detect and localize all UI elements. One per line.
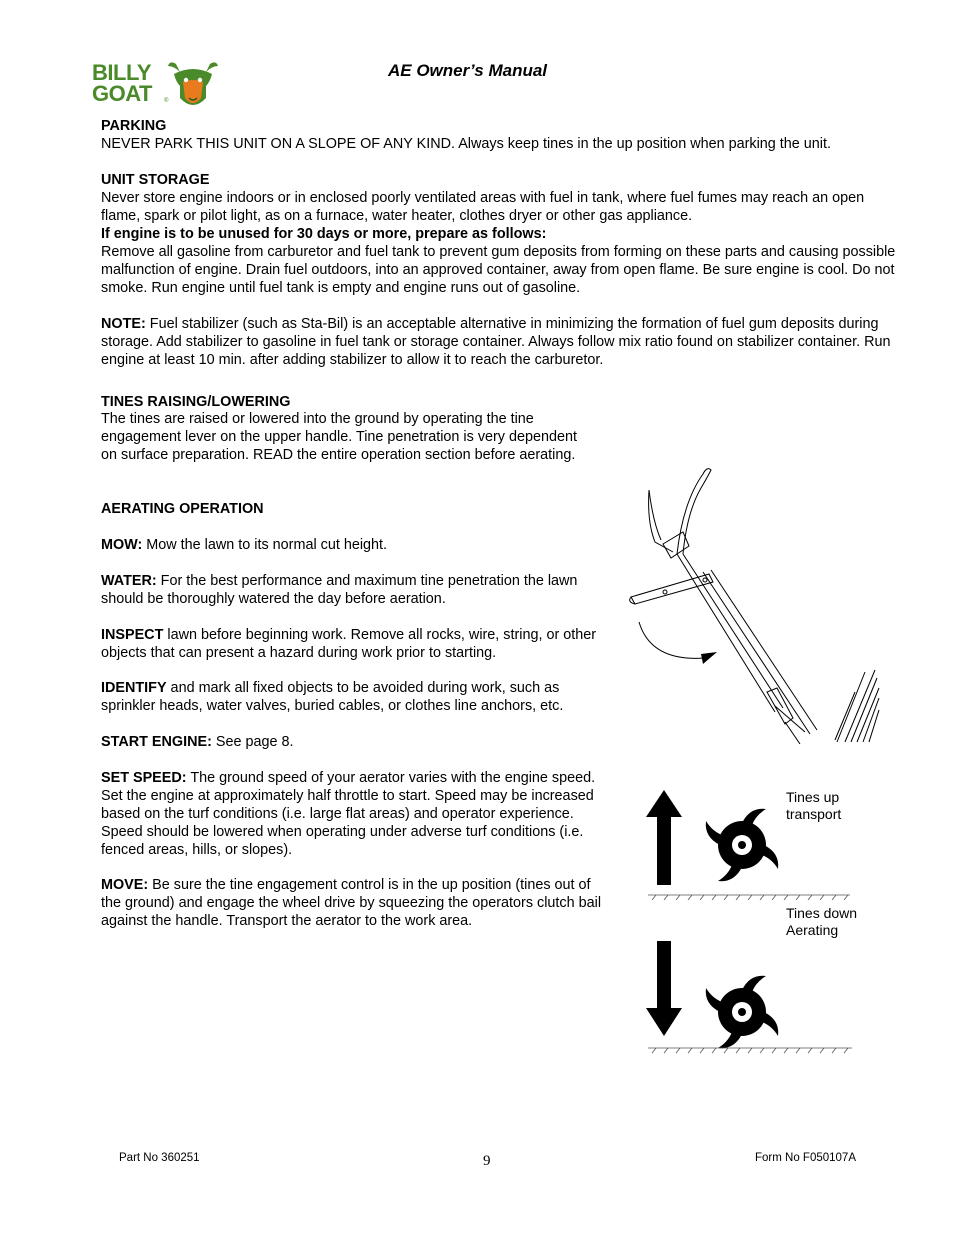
- operation-heading: AERATING OPERATION: [101, 501, 264, 517]
- set-speed-paragraph: [101, 769, 606, 859]
- parking-body: NEVER PARK THIS UNIT ON A SLOPE OF ANY KIND. Always keep tines in the up position when parking the unit.: [101, 136, 831, 152]
- identify-paragraph: [101, 679, 611, 715]
- billy-goat-logo: [92, 58, 220, 112]
- move-label: MOVE:: [101, 877, 149, 893]
- tine-wheel-up-icon: [706, 809, 778, 881]
- move-paragraph: [101, 876, 601, 930]
- tines-down-caption: [786, 905, 857, 939]
- goat-head-icon: [166, 58, 220, 112]
- arrow-up-icon: [646, 790, 682, 885]
- arrow-down-icon: [646, 941, 682, 1036]
- inspect-paragraph: [101, 626, 606, 662]
- parking-heading: PARKING: [101, 118, 167, 134]
- tines-body: The tines are raised or lowered into the ground by operating the tine engagement lever on the upper handle. Tine penetration is very dependent on surface preparation. READ the entire operation section before aerating.: [101, 411, 578, 463]
- start-body: See page 8.: [211, 734, 294, 750]
- water-label: WATER:: [101, 573, 157, 589]
- tines-heading: TINES RAISING/LOWERING: [101, 394, 291, 410]
- storage-body1: Never store engine indoors or in enclosed poorly ventilated areas with fuel in tank, where fuel fumes may reach an open flame, spark or pilot light, as on a furnace, water heater, clothes dryer or other gas appliance.: [101, 190, 865, 224]
- logo-registered: ®: [164, 98, 169, 104]
- page-number: 9: [483, 1153, 491, 1169]
- speed-label: SET SPEED:: [101, 770, 187, 786]
- inspect-label: INSPECT: [101, 627, 164, 643]
- tines-up-line1: Tines up: [786, 789, 840, 805]
- note-label: NOTE:: [101, 316, 146, 332]
- identify-body: and mark all fixed objects to be avoided during work, such as sprinkler heads, water valves, buried cables, or clothes line anchors, etc.: [101, 680, 564, 714]
- start-label: START ENGINE:: [101, 734, 212, 750]
- speed-body: The ground speed of your aerator varies with the engine speed. Set the engine at approximately half throttle to start. Speed may be increased based on the turf conditions (i.e. large flat areas) and operator experience. Speed should be lowered when operating under adverse turf conditions (i.e. fenced areas, hills, or slopes).: [101, 770, 596, 858]
- start-engine-paragraph: [101, 733, 606, 751]
- handle-lever-illustration: [625, 462, 880, 744]
- storage-prepare-line: If engine is to be unused for 30 days or more, prepare as follows:: [101, 226, 547, 242]
- storage-heading: UNIT STORAGE: [101, 172, 210, 188]
- note-body: Fuel stabilizer (such as Sta-Bil) is an acceptable alternative in minimizing the formation of fuel gum deposits during storage. Add stabilizer to gasoline in fuel tank or storage container. Always follow mix ratio found on stabilizer container. Run engine at least 10 min. after adding stabilizer to allow it to reach the carburetor.: [101, 316, 891, 368]
- mow-label: MOW:: [101, 537, 143, 553]
- storage-note: [101, 315, 906, 369]
- mow-body: Mow the lawn to its normal cut height.: [142, 537, 388, 553]
- tines-down-illustration: [640, 936, 860, 1058]
- inspect-body: lawn before beginning work. Remove all rocks, wire, string, or other objects that can present a hazard during work prior to starting.: [101, 627, 597, 661]
- tines-down-line1: Tines down: [786, 905, 858, 921]
- tines-up-caption: [786, 789, 841, 823]
- mow-paragraph: [101, 536, 606, 554]
- storage-body2: Remove all gasoline from carburetor and fuel tank to prevent gum deposits from forming on these parts and causing possible malfunction of engine. Drain fuel outdoors, into an approved container, away from open flame. Be sure engine is cool. Do not smoke. Run engine until fuel tank is empty and engine runs out of gasoline.: [101, 244, 896, 296]
- arc-arrowhead-icon: [701, 652, 717, 664]
- tine-wheel-down-icon: [706, 976, 778, 1048]
- footer-part-no: Part No 360251: [119, 1152, 200, 1164]
- manual-title: AE Owner’s Manual: [388, 61, 548, 80]
- identify-label: IDENTIFY: [101, 680, 167, 696]
- tines-down-line2: Aerating: [786, 922, 839, 938]
- footer-form-no: Form No F050107A: [755, 1152, 856, 1164]
- tines-up-line2: transport: [786, 806, 842, 822]
- logo-line2: GOAT: [92, 81, 152, 106]
- water-paragraph: [101, 572, 606, 608]
- move-body: Be sure the tine engagement control is in the up position (tines out of the ground) and engage the wheel drive by squeezing the operators clutch bail against the handle. Transport the aerator to the work area.: [101, 877, 602, 929]
- logo-line1: BILLY: [92, 60, 152, 85]
- water-body: For the best performance and maximum tine penetration the lawn should be thoroughly watered the day before aeration.: [101, 573, 578, 607]
